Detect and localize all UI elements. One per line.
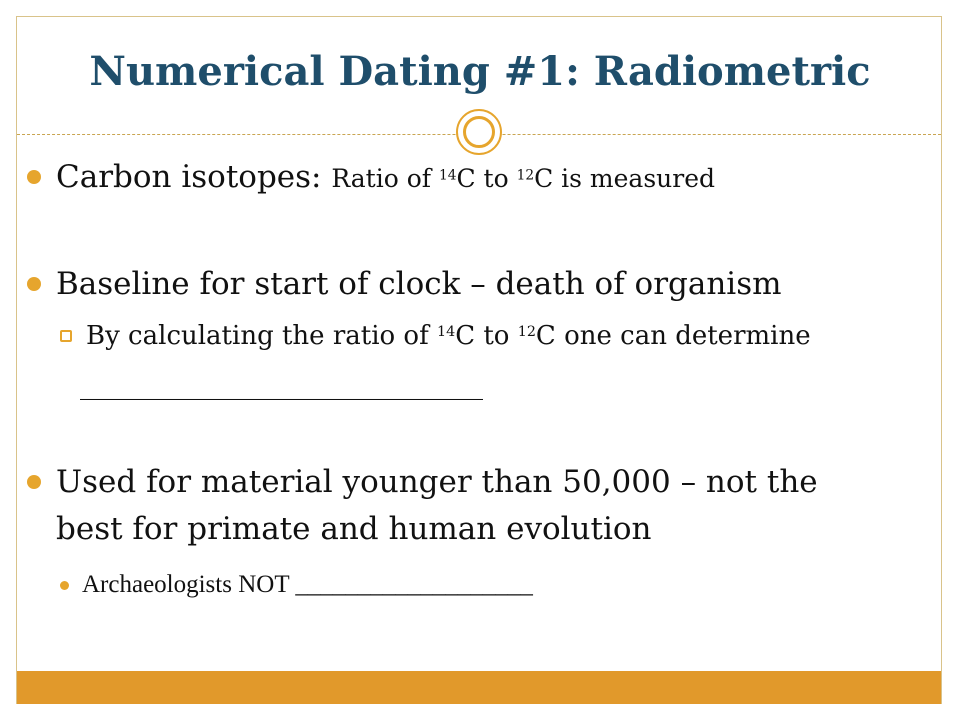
sub-bullet-square-icon (60, 330, 72, 342)
bullet-used-for-line2: best for primate and human evolution (56, 511, 652, 547)
slide-title: Numerical Dating #1: Radiometric (89, 48, 871, 95)
bullet-carbon-isotopes (56, 155, 715, 201)
answer-blank: _______________________________ (80, 371, 483, 401)
bullet-dot-icon (27, 170, 41, 184)
sub-bullet-dot-icon (60, 581, 69, 590)
bullet-dot-icon (27, 475, 41, 489)
sub-bullet-calculating: By calculating the ratio of $^{14}$C to $^{12}$C one can determine (86, 321, 811, 351)
sub-bullet-archaeologists: Archaeologists NOT ___________________ (82, 571, 533, 598)
bullet-used-for-line1: Used for material younger than 50,000 – not the (56, 464, 818, 500)
footer-bar (17, 671, 941, 704)
bullet-lead: Carbon isotopes: (56, 159, 332, 195)
bullet-dot-icon (27, 277, 41, 291)
ring-ornament-icon (456, 109, 502, 155)
bullet-baseline: Baseline for start of clock – death of organism (56, 266, 782, 302)
bullet-text: Ratio of $^{14}$C to $^{12}$C is measured (331, 164, 716, 193)
